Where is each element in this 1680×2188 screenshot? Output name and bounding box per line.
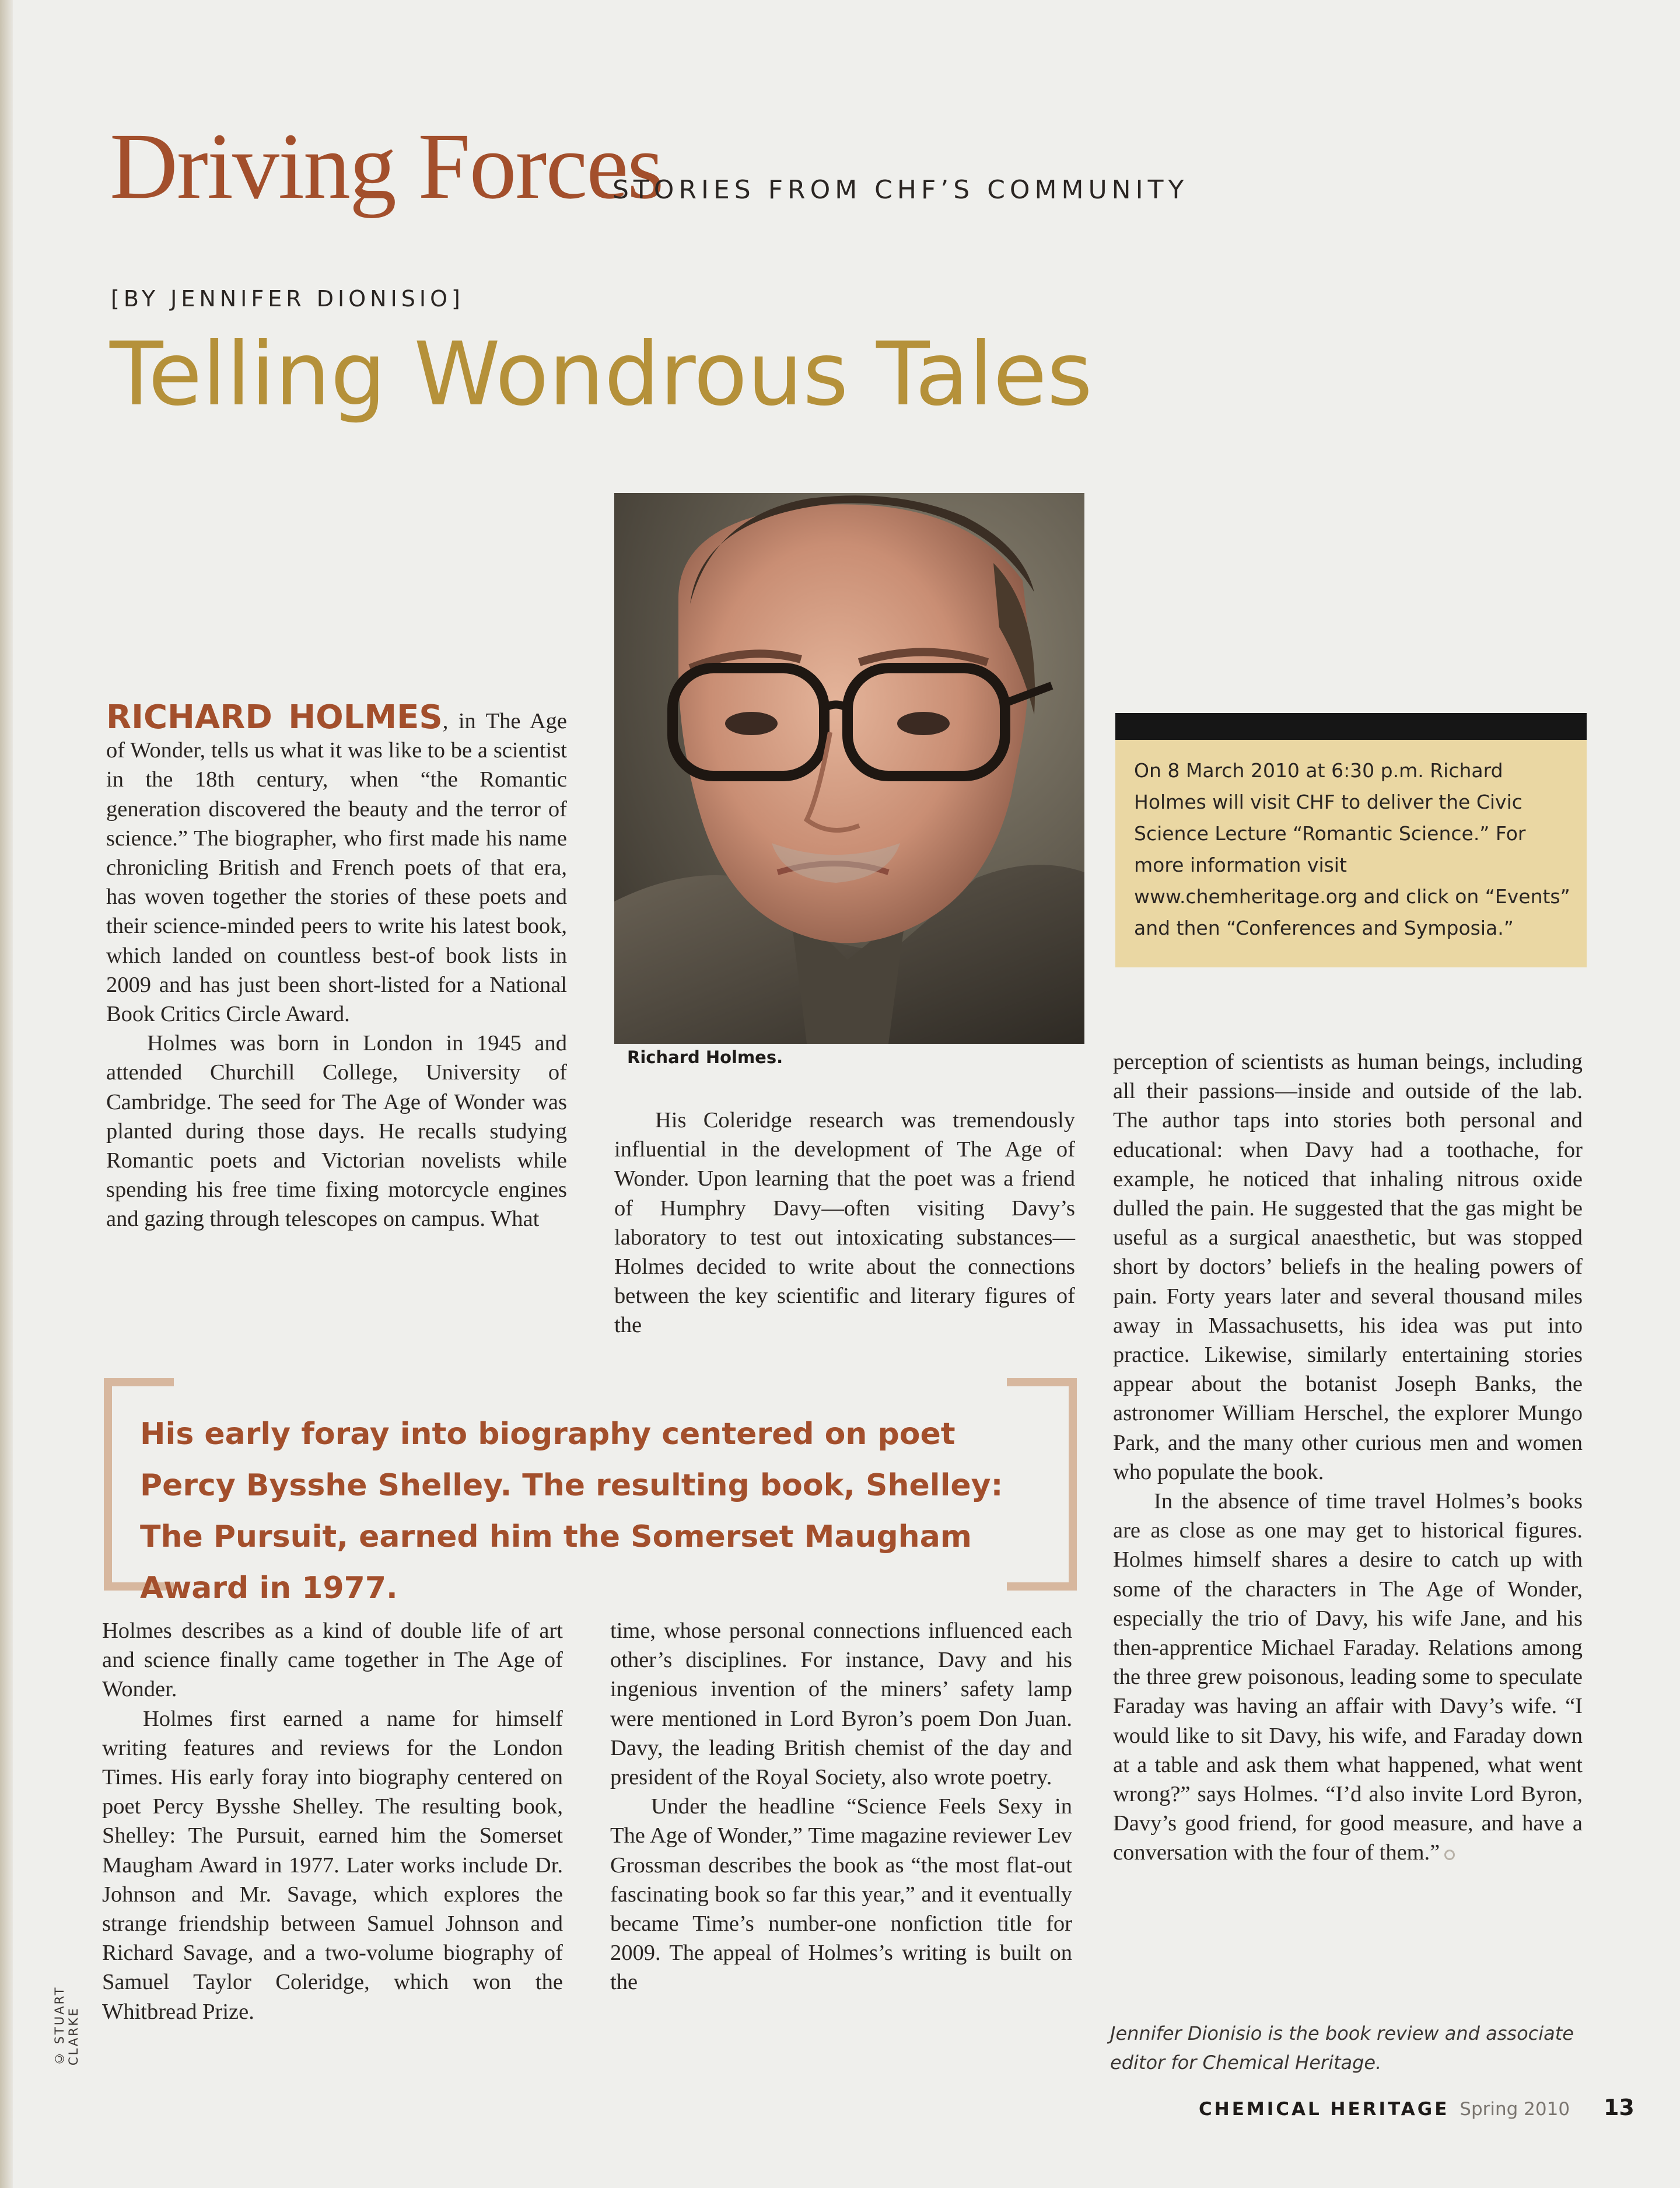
paragraph-connections: time, whose personal connections influenced each other’s disciplines. For instance, Davy and his ingenious invention of the miners’ safety lamp were mentioned in Lord Byron’s poem Don Juan. Davy, the leading British chemist of the day and president of the Royal Society, also wrote poetry. <box>610 1619 1072 1790</box>
info-box-header-bar <box>1115 713 1587 740</box>
paragraph-perception: perception of scientists as human beings, including all their passions—inside and outside of the lab. The author taps into stories both personal and educational: when Davy had a toothache, for example, he noticed that inhaling nitrous oxide dulled the pain. He suggested that the gas might be useful as a surgical anaesthetic, but was stopped short by doctors’ beliefs in the healing powers of pain. Forty years later and several thousand miles away in Massachusetts, his idea was put into practice. Likewise, similarly entertaining stories appear about the botanist Joseph Banks, the astronomer William Herschel, the explorer Mungo Park, and the many other curious men and women who populate the book. <box>1113 1050 1583 1484</box>
portrait-illustration <box>614 493 1084 1044</box>
portrait-photo <box>614 493 1084 1044</box>
paragraph-double-life: Holmes describes as a kind of double life of art and science finally came together in The Age of Wonder. <box>102 1619 563 1702</box>
footer-magazine-name: CHEMICAL HERITAGE <box>1199 2099 1450 2120</box>
column-2-lower <box>610 1616 1072 1997</box>
end-mark-icon <box>1444 1850 1455 1860</box>
photo-caption: Richard Holmes. <box>627 1047 783 1067</box>
paragraph-coleridge: His Coleridge research was tremendously influential in the development of The Age of Wonder. Upon learning that the poet was a friend of Humphry Davy—often visiting Davy’s laboratory to test out intoxicating substances—Holmes decided to write about the connections between the key scientific and literary figures of the <box>614 1108 1075 1338</box>
page-spine-shadow <box>0 0 13 2188</box>
paragraph-intro <box>106 698 567 1029</box>
footer-issue: Spring 2010 <box>1460 2099 1570 2120</box>
bracket-left-vertical <box>104 1378 112 1591</box>
column-1-upper <box>106 698 567 1234</box>
lecture-info-box <box>1115 713 1587 967</box>
author-bio: Jennifer Dionisio is the book review and associate editor for Chemical Heritage. <box>1110 2022 1574 2074</box>
page-footer <box>1199 2095 1634 2120</box>
info-box-text: On 8 March 2010 at 6:30 p.m. Richard Holmes will visit CHF to deliver the Civic Science Lecture “Romantic Science.” For more information visit www.chemheritage.org and click on “Events” and then “Conferences and Symposia.” <box>1134 759 1570 939</box>
bracket-right-vertical <box>1069 1378 1077 1591</box>
paragraph-career: Holmes first earned a name for himself writing features and reviews for the London Times. His early foray into biography centered on poet Percy Bysshe Shelley. The resulting book, Shelley: The Pursuit, earned him the Somerset Maugham Award in 1977. Later works include Dr. Johnson and Mr. Savage, which explores the strange friendship between Samuel Johnson and Richard Savage, and a two-volume biography of Samuel Taylor Coleridge, which won the Whitbread Prize. <box>102 1706 563 2024</box>
pull-quote-text: His early foray into biography centered on poet Percy Bysshe Shelley. The resulting book, Shelley: The Pursuit, earned him the Somerset Maugham Award in 1977. <box>140 1417 1003 1606</box>
pull-quote <box>104 1378 1077 1606</box>
article-headline: Telling Wondrous Tales <box>110 324 1093 425</box>
time-travel-text: In the absence of time travel Holmes’s books are as close as one may get to historical figures. Holmes himself shares a desire to catch up with some of the characters in The Age of Wonder, especially the trio of Davy, his wife Jane, and his then-apprentice Michael Faraday. Relations among the three grew poisonous, leading some to speculate Faraday was having an affair with Davy’s wife. “I would like to sit Davy, his wife, and Faraday down at a table and ask them what happened, what went wrong?” says Holmes. “I’d also invite Lord Byron, Davy’s good friend, for good measure, and have a conversation with the four of them.” <box>1113 1489 1583 1865</box>
intro-text: , in The Age of Wonder, tells us what it was like to be a scientist in the 18th century, when “the Romantic generation discovered the beauty and the terror of science.” The biographer, who first made his name chronicling British and French poets of that era, has woven together the stories of these poets and their science-minded peers to write his latest book, which landed on countless best-of book lists in 2009 and has just been short-listed for a National Book Critics Circle Award. <box>106 709 567 1027</box>
paragraph-time-travel <box>1113 1487 1583 1868</box>
paragraph-early-life: Holmes was born in London in 1945 and attended Churchill College, University of Cambridge. The seed for The Age of Wonder was planted during those days. He recalls studying Romantic poets and Victorian novelists while spending his free time fixing motorcycle engines and gazing through telescopes on campus. What <box>106 1031 567 1232</box>
photo-credit: © STUART CLARKE <box>52 1986 80 2065</box>
column-2-upper <box>614 1106 1075 1340</box>
bracket-right-top <box>1007 1378 1077 1386</box>
page-number: 13 <box>1603 2095 1634 2120</box>
column-3 <box>1113 1047 1583 1868</box>
column-1-lower <box>102 1616 563 2026</box>
section-subtitle: STORIES FROM CHF’S COMMUNITY <box>612 175 1189 205</box>
lead-name: RICHARD HOLMES <box>106 698 443 736</box>
article-byline: [BY JENNIFER DIONISIO] <box>111 286 464 312</box>
bracket-left-top <box>104 1378 174 1386</box>
section-title: Driving Forces <box>110 114 663 219</box>
paragraph-time-review: Under the headline “Science Feels Sexy in The Age of Wonder,” Time magazine reviewer Lev Grossman describes the book as “the most flat-out fascinating book so far this year,” and it eventually became Time’s number-one nonfiction title for 2009. The appeal of Holmes’s writing is built on the <box>610 1794 1072 1995</box>
